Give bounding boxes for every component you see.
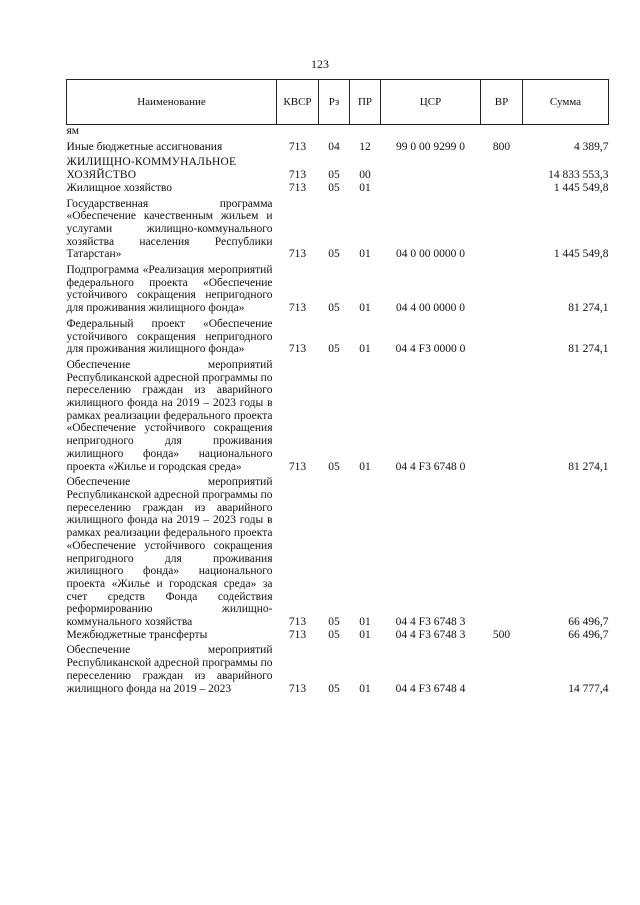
row-pr: 00: [359, 169, 371, 182]
row-kvsr: 713: [288, 460, 307, 473]
row-csr: 99 0 00 9299 0: [396, 140, 465, 153]
row-name: ЖИЛИЩНО-КОММУНАЛЬНОЕ ХОЗЯЙСТВО: [66, 156, 237, 182]
table-row: [67, 138, 609, 154]
row-vr: [481, 125, 523, 138]
page-number: 123: [311, 57, 329, 71]
table-row: [67, 153, 609, 181]
table-row: [67, 195, 609, 262]
row-pr: 01: [359, 682, 371, 695]
row-kvsr: 713: [288, 682, 307, 695]
table-row: [67, 356, 609, 473]
row-sum: [523, 125, 609, 138]
header-rz: Рз: [319, 80, 350, 125]
row-pr: 01: [359, 460, 371, 473]
row-vr: [481, 182, 523, 195]
row-vr: [481, 356, 523, 473]
row-vr: [481, 261, 523, 315]
row-csr: 04 4 F3 0000 0: [395, 343, 466, 356]
row-rz: 05: [328, 181, 340, 194]
row-sum: 14 777,4: [568, 682, 609, 695]
row-kvsr: 713: [288, 248, 307, 261]
row-name: Государственная программа «Обеспечение качественным жильем и услугами жилищно-коммунального хозяйства населения Республики Татарстан»: [66, 197, 273, 261]
table-row: [67, 315, 609, 356]
row-sum: 81 274,1: [568, 343, 609, 356]
row-name: Федеральный проект «Обеспечение устойчивого сокращения непригодного для проживания жилищного фонда»: [66, 317, 273, 356]
table-row: [67, 182, 609, 195]
row-rz: 05: [328, 460, 340, 473]
header-sum: Сумма: [523, 80, 609, 125]
table-row: [67, 125, 609, 138]
row-csr: 04 4 F3 6748 3: [395, 628, 466, 641]
row-csr: [381, 153, 481, 181]
row-kvsr: 713: [288, 169, 307, 182]
row-vr: [481, 473, 523, 628]
row-name: Обеспечение мероприятий Республиканской адресной программы по переселению граждан из аварийного жилищного фонда на 2019 – 2023: [66, 644, 273, 695]
row-sum: 4 389,7: [574, 140, 609, 153]
row-vr: 500: [492, 628, 511, 641]
row-vr: [481, 195, 523, 262]
row-pr: 01: [359, 343, 371, 356]
row-csr: [381, 182, 481, 195]
row-name: Обеспечение мероприятий Республиканской адресной программы по переселению граждан из аварийного жилищного фонда на 2019 – 2023 годы в рамках реализации федерального проекта «Обеспечение устойчивого сокращения непригодного для проживания жилищного фонда» национального проекта «Жилье и городская среда»: [66, 358, 273, 473]
row-vr: 800: [492, 140, 511, 153]
row-sum: 66 496,7: [568, 616, 609, 629]
row-csr: 04 4 F3 6748 4: [395, 682, 466, 695]
row-vr: [481, 315, 523, 356]
row-kvsr: 713: [288, 140, 307, 153]
row-kvsr: 713: [288, 181, 307, 194]
row-name: Межбюджетные трансферты: [66, 628, 208, 641]
header-kvsr: КВСР: [277, 80, 319, 125]
row-sum: 1 445 549,8: [553, 181, 609, 194]
row-sum: 81 274,1: [568, 302, 609, 315]
row-name: Жилищное хозяйство: [66, 181, 173, 194]
header-csr: ЦСР: [381, 80, 481, 125]
row-name: ям: [66, 125, 80, 137]
row-rz: 05: [328, 248, 340, 261]
row-rz: 05: [328, 628, 340, 641]
row-pr: 01: [359, 302, 371, 315]
table-row: [67, 261, 609, 315]
header-name: Наименование: [67, 80, 277, 125]
row-kvsr: 713: [288, 343, 307, 356]
header-pr: ПР: [350, 80, 381, 125]
row-vr: [481, 641, 523, 695]
row-rz: [319, 125, 350, 138]
row-csr: 04 4 00 0000 0: [396, 302, 465, 315]
row-sum: 14 833 553,3: [548, 169, 609, 182]
row-pr: 01: [359, 181, 371, 194]
table-header: [67, 80, 609, 125]
row-kvsr: [277, 125, 319, 138]
row-pr: 01: [359, 628, 371, 641]
row-name: Обеспечение мероприятий Республиканской адресной программы по переселению граждан из аварийного жилищного фонда на 2019 – 2023 годы в рамках реализации федерального проекта «Обеспечение устойчивого сокращения непригодного для проживания жилищного фонда» национального проекта «Жилье и городская среда» за счет средств Фонда содействия реформированию жилищно-коммунального хозяйства: [66, 476, 273, 629]
table-row: [67, 629, 609, 642]
row-csr: 04 4 F3 6748 3: [395, 616, 466, 629]
row-sum: 81 274,1: [568, 460, 609, 473]
row-rz: 05: [328, 616, 340, 629]
row-sum: 66 496,7: [568, 628, 609, 641]
row-rz: 05: [328, 302, 340, 315]
header-vr: ВР: [481, 80, 523, 125]
row-csr: 04 0 00 0000 0: [396, 248, 465, 261]
row-pr: [350, 125, 381, 138]
row-rz: 05: [328, 682, 340, 695]
row-pr: 01: [359, 616, 371, 629]
row-sum: 1 445 549,8: [553, 248, 609, 261]
row-pr: 01: [359, 248, 371, 261]
row-rz: 05: [328, 169, 340, 182]
row-name: Иные бюджетные ассигнования: [66, 140, 223, 153]
row-rz: 05: [328, 343, 340, 356]
budget-table: [66, 79, 609, 695]
row-pr: 12: [359, 140, 371, 153]
table-row: [67, 473, 609, 628]
table-row: [67, 641, 609, 695]
table-body: [67, 125, 609, 696]
row-name: Подпрограмма «Реализация мероприятий федерального проекта «Обеспечение устойчивого сокращения непригодного для проживания жилищного фонда»: [66, 264, 273, 315]
row-rz: 04: [328, 140, 340, 153]
row-csr: 04 4 F3 6748 0: [395, 460, 466, 473]
row-kvsr: 713: [288, 302, 307, 315]
row-csr: [381, 125, 481, 138]
row-kvsr: 713: [288, 628, 307, 641]
row-vr: [481, 153, 523, 181]
row-kvsr: 713: [288, 616, 307, 629]
